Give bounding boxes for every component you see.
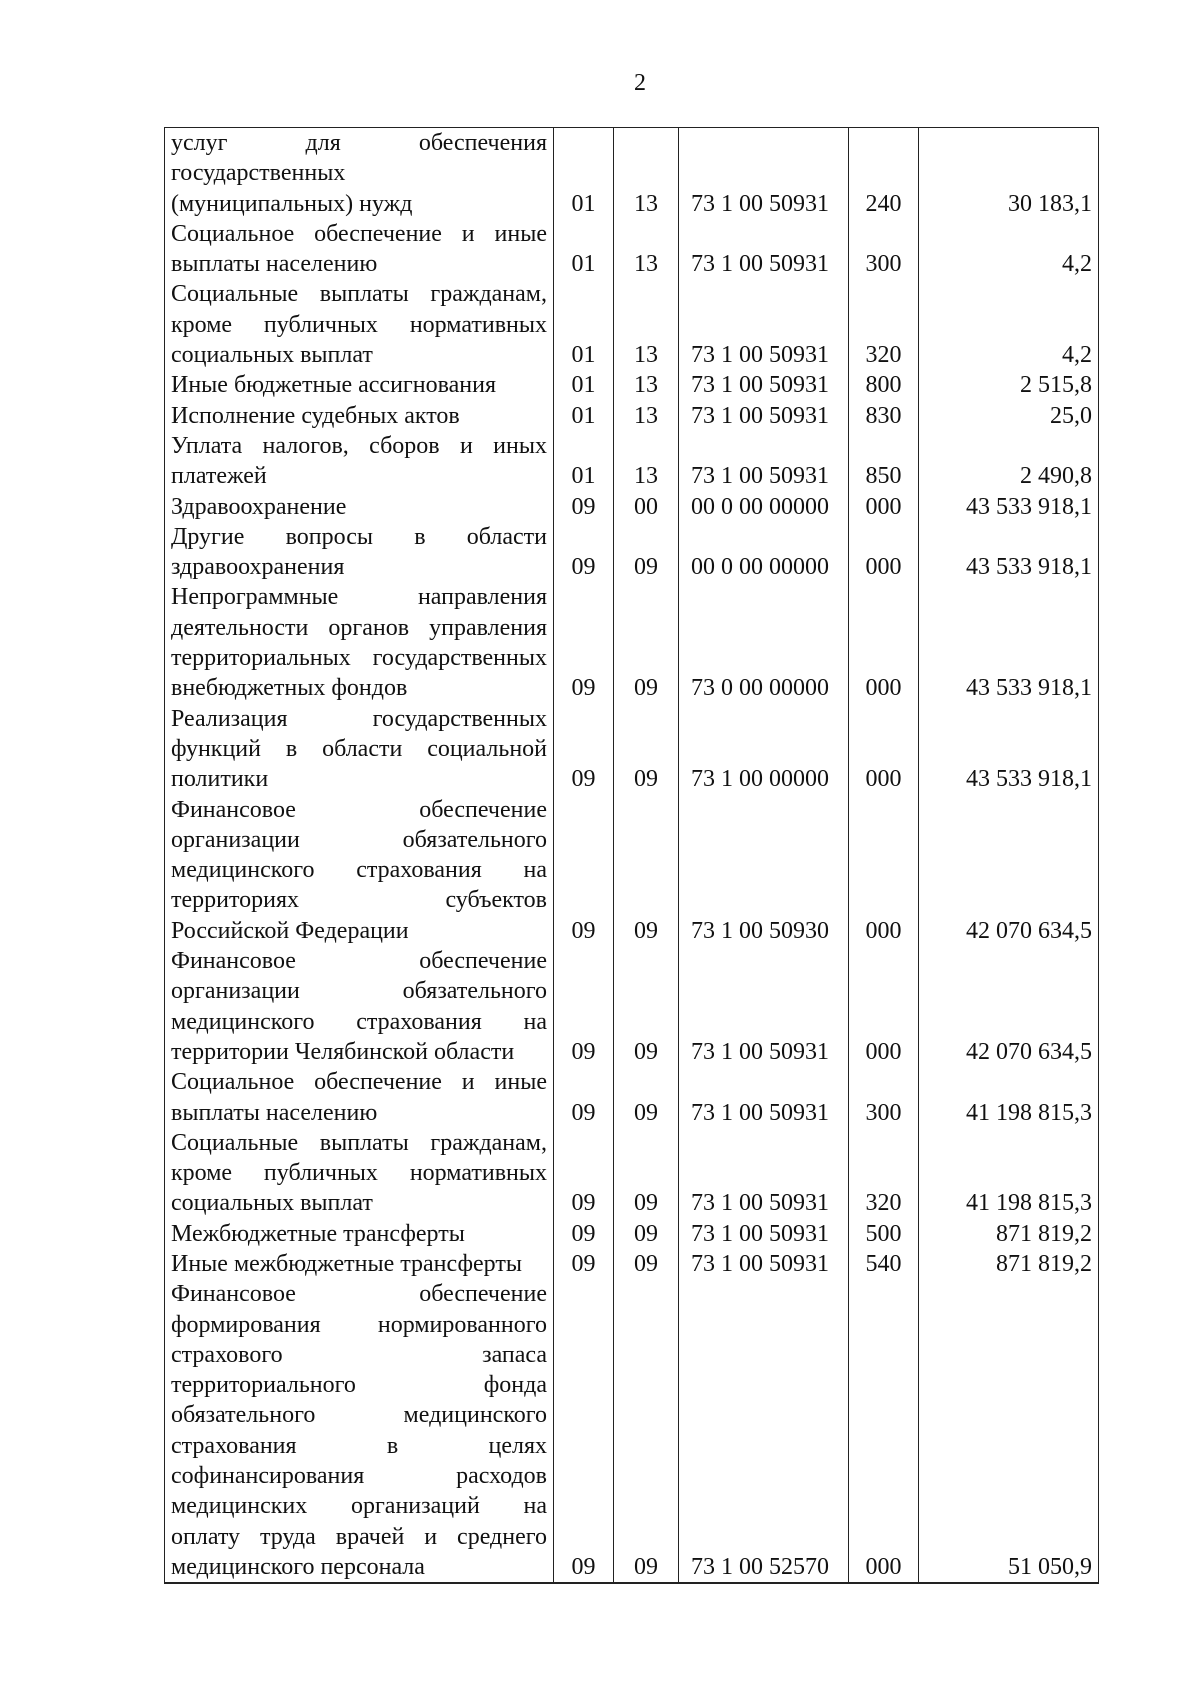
item-name-line: социальных выплат [171,342,373,369]
section-code-cell: 01 [554,401,614,431]
item-name-line: Финансовое обеспечение [171,1281,547,1308]
target-article-cell: 73 1 00 50931 [679,946,849,1067]
target-article-cell: 73 1 00 50931 [679,401,849,431]
subsection-code-cell: 13 [614,219,679,280]
amount-cell: 25,0 [919,401,1099,431]
expense-type-cell: 320 [849,1128,919,1219]
table-row [165,431,1099,492]
item-name-line: Социальные выплаты гражданам, [171,1129,547,1156]
section-code-cell: 09 [554,1279,614,1583]
item-name-line: Другие вопросы в области [171,523,547,550]
item-name-cell [165,370,554,400]
item-name-line: территориальных государственных [171,645,547,672]
amount-cell: 4,2 [919,279,1099,370]
item-name-cell [165,279,554,370]
section-code-cell: 09 [554,582,614,703]
section-code-cell: 09 [554,1128,614,1219]
item-name-line: софинансирования расходов [171,1463,547,1490]
amount-cell: 41 198 815,3 [919,1128,1099,1219]
amount-cell: 51 050,9 [919,1279,1099,1583]
amount-cell: 43 533 918,1 [919,582,1099,703]
item-name-line: Социальное обеспечение и иные [171,220,547,247]
expense-type-cell: 800 [849,370,919,400]
target-article-cell: 73 1 00 52570 [679,1279,849,1583]
section-code-cell: 09 [554,522,614,583]
section-code-cell: 09 [554,795,614,946]
item-name-line: Межбюджетные трансферты [171,1220,465,1247]
section-code-cell: 01 [554,128,614,219]
item-name-cell [165,219,554,280]
expense-type-cell: 830 [849,401,919,431]
item-name-line: страхования в целях [171,1432,547,1459]
item-name-line: выплаты населению [171,251,378,278]
item-name-line: организации обязательного [171,978,547,1005]
item-name-cell [165,1279,554,1583]
target-article-cell: 73 1 00 50931 [679,1249,849,1279]
item-name-line: деятельности органов управления [171,614,547,641]
item-name-line: территории Челябинской области [171,1038,515,1065]
section-code-cell: 09 [554,1249,614,1279]
item-name-cell [165,795,554,946]
item-name-line: функций в области социальной [171,735,547,762]
amount-cell: 43 533 918,1 [919,522,1099,583]
table-row [165,492,1099,522]
subsection-code-cell: 09 [614,1219,679,1249]
item-name-line: Здравоохранение [171,493,347,520]
page-number: 2 [634,70,646,96]
item-name-cell [165,1067,554,1128]
subsection-code-cell: 13 [614,431,679,492]
subsection-code-cell: 00 [614,492,679,522]
target-article-cell: 73 0 00 00000 [679,582,849,703]
item-name-cell [165,704,554,795]
item-name-cell [165,431,554,492]
target-article-cell: 73 1 00 50930 [679,795,849,946]
expense-type-cell: 000 [849,582,919,703]
item-name-line: формирования нормированного [171,1311,547,1338]
item-name-line: медицинского страхования на [171,1008,547,1035]
item-name-line: Исполнение судебных актов [171,402,460,429]
section-code-cell: 01 [554,431,614,492]
table-row [165,1219,1099,1249]
amount-cell: 43 533 918,1 [919,492,1099,522]
amount-cell: 42 070 634,5 [919,946,1099,1067]
expense-type-cell: 300 [849,219,919,280]
section-code-cell: 09 [554,946,614,1067]
subsection-code-cell: 09 [614,1249,679,1279]
item-name-line: кроме публичных нормативных [171,311,547,338]
item-name-line: Иные межбюджетные трансферты [171,1250,522,1277]
subsection-code-cell: 09 [614,522,679,583]
table-row [165,279,1099,370]
item-name-line: медицинского персонала [171,1553,425,1580]
section-code-cell: 09 [554,492,614,522]
target-article-cell: 73 1 00 50931 [679,431,849,492]
expense-type-cell: 000 [849,522,919,583]
section-code-cell: 09 [554,1067,614,1128]
amount-cell: 30 183,1 [919,128,1099,219]
item-name-cell [165,582,554,703]
item-name-line: здравоохранения [171,554,345,581]
expense-type-cell: 000 [849,1279,919,1583]
table-row [165,1067,1099,1128]
item-name-line: территориального фонда [171,1372,547,1399]
section-code-cell: 01 [554,370,614,400]
target-article-cell: 73 1 00 50931 [679,370,849,400]
subsection-code-cell: 09 [614,1128,679,1219]
table-row [165,128,1099,219]
item-name-line: услуг для обеспечения [171,130,547,156]
table-row [165,795,1099,946]
amount-cell: 2 490,8 [919,431,1099,492]
subsection-code-cell: 09 [614,704,679,795]
target-article-cell: 73 1 00 50931 [679,128,849,219]
item-name-cell [165,492,554,522]
subsection-code-cell: 09 [614,582,679,703]
expense-type-cell: 850 [849,431,919,492]
target-article-cell: 73 1 00 50931 [679,1219,849,1249]
amount-cell: 42 070 634,5 [919,795,1099,946]
table-row [165,522,1099,583]
target-article-cell: 73 1 00 50931 [679,219,849,280]
item-name-cell [165,522,554,583]
expense-type-cell: 000 [849,946,919,1067]
table-row [165,704,1099,795]
target-article-cell: 73 1 00 00000 [679,704,849,795]
expense-type-cell: 540 [849,1249,919,1279]
item-name-line: Социальные выплаты гражданам, [171,281,547,308]
expense-type-cell: 320 [849,279,919,370]
subsection-code-cell: 13 [614,370,679,400]
subsection-code-cell: 09 [614,1067,679,1128]
budget-table [164,127,1099,1584]
item-name-cell [165,128,554,219]
amount-cell: 871 819,2 [919,1219,1099,1249]
subsection-code-cell: 13 [614,401,679,431]
item-name-line: Социальное обеспечение и иные [171,1069,547,1096]
item-name-line: территориях субъектов [171,887,547,914]
target-article-cell: 00 0 00 00000 [679,492,849,522]
table-row [165,219,1099,280]
item-name-line: платежей [171,463,267,490]
item-name-cell [165,946,554,1067]
expense-type-cell: 500 [849,1219,919,1249]
table-row [165,582,1099,703]
amount-cell: 871 819,2 [919,1249,1099,1279]
item-name-line: медицинского страхования на [171,857,547,884]
subsection-code-cell: 09 [614,946,679,1067]
table-row [165,1128,1099,1219]
item-name-line: выплаты населению [171,1099,378,1126]
item-name-line: Реализация государственных [171,705,547,732]
item-name-cell [165,1219,554,1249]
item-name-line: Финансовое обеспечение [171,796,547,823]
subsection-code-cell: 09 [614,1279,679,1583]
table-row [165,370,1099,400]
item-name-cell [165,1128,554,1219]
item-name-line: политики [171,766,269,793]
item-name-line: кроме публичных нормативных [171,1160,547,1187]
item-name-line: организации обязательного [171,826,547,853]
subsection-code-cell: 13 [614,279,679,370]
item-name-line: социальных выплат [171,1190,373,1217]
target-article-cell: 00 0 00 00000 [679,522,849,583]
target-article-cell: 73 1 00 50931 [679,279,849,370]
expense-type-cell: 000 [849,704,919,795]
item-name-cell [165,1249,554,1279]
expense-type-cell: 240 [849,128,919,219]
expense-type-cell: 300 [849,1067,919,1128]
amount-cell: 4,2 [919,219,1099,280]
item-name-line: страхового запаса [171,1341,547,1368]
section-code-cell: 01 [554,279,614,370]
target-article-cell: 73 1 00 50931 [679,1067,849,1128]
item-name-line: Российской Федерации [171,917,409,944]
section-code-cell: 09 [554,1219,614,1249]
subsection-code-cell: 13 [614,128,679,219]
item-name-line: Уплата налогов, сборов и иных [171,432,547,459]
item-name-cell [165,401,554,431]
item-name-line: (муниципальных) нужд [171,190,413,217]
amount-cell: 2 515,8 [919,370,1099,400]
item-name-line: медицинских организаций на [171,1493,547,1520]
item-name-line: Иные бюджетные ассигнования [171,372,496,399]
item-name-line: внебюджетных фондов [171,675,408,702]
section-code-cell: 09 [554,704,614,795]
item-name-line: Непрограммные направления [171,584,547,611]
item-name-line: оплату труда врачей и среднего [171,1523,547,1550]
table-row [165,1279,1099,1583]
target-article-cell: 73 1 00 50931 [679,1128,849,1219]
item-name-line: обязательного медицинского [171,1402,547,1429]
table-row [165,401,1099,431]
amount-cell: 41 198 815,3 [919,1067,1099,1128]
section-code-cell: 01 [554,219,614,280]
amount-cell: 43 533 918,1 [919,704,1099,795]
table-row [165,946,1099,1067]
item-name-line: Финансовое обеспечение [171,948,547,975]
item-name-line: государственных [171,160,346,187]
expense-type-cell: 000 [849,492,919,522]
expense-type-cell: 000 [849,795,919,946]
subsection-code-cell: 09 [614,795,679,946]
table-row [165,1249,1099,1279]
